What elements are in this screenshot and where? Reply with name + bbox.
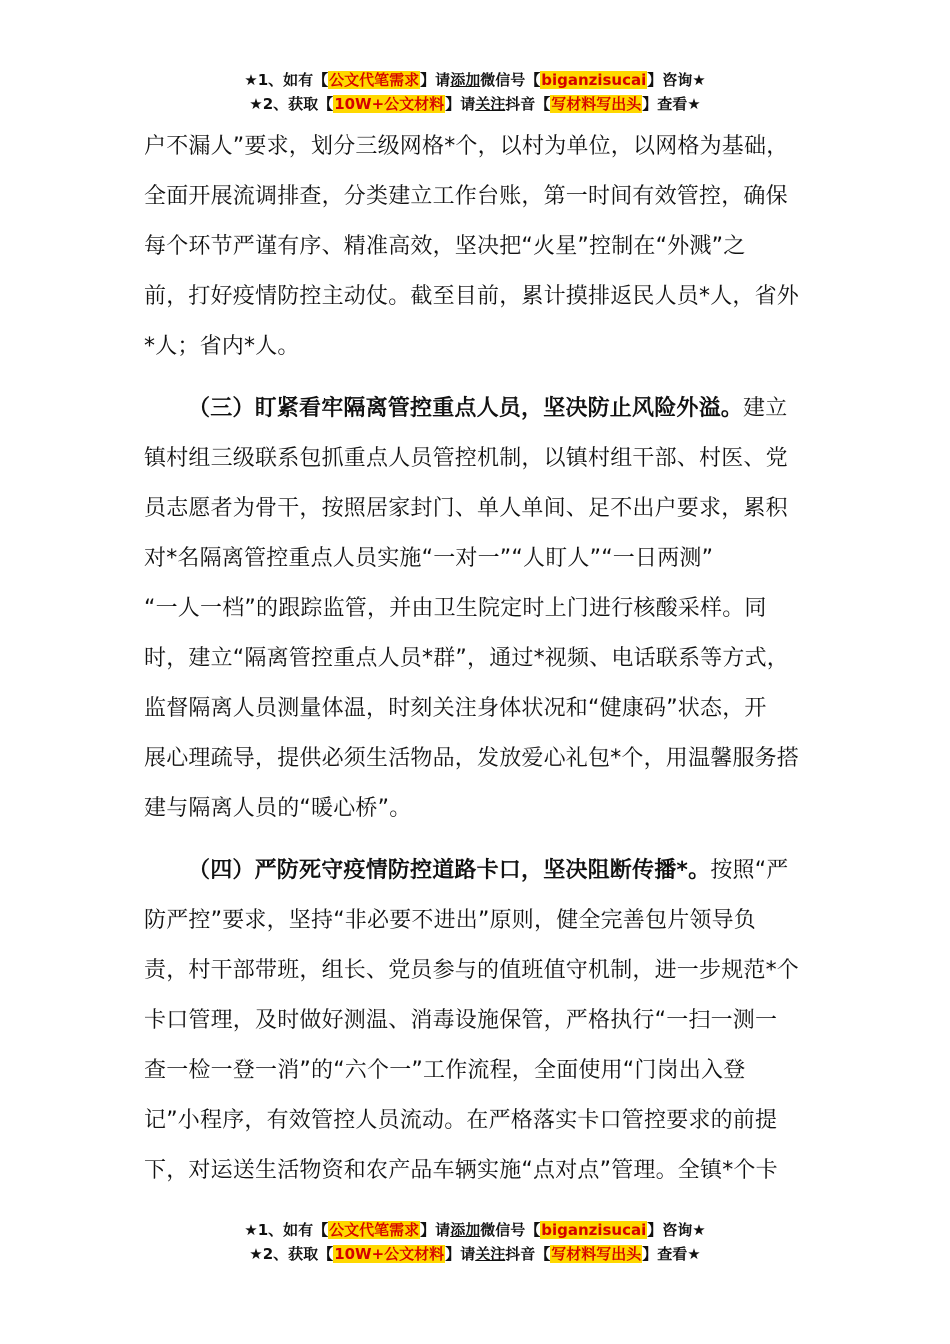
text-line: 记”小程序，有效管控人员流动。在严格落实卡口管控要求的前提 bbox=[144, 1108, 778, 1133]
banner-text: ★2、获取【 bbox=[249, 1245, 334, 1263]
banner-text: 抖音【 bbox=[505, 95, 551, 113]
section-heading: （四）严防死守疫情防控道路卡口，坚决阻断传播*。 bbox=[188, 858, 711, 883]
banner-line-1 bbox=[0, 1218, 950, 1242]
text-line: 下，对运送生活物资和农产品车辆实施“点对点”管理。全镇*个卡 bbox=[144, 1158, 778, 1183]
paragraph-2 bbox=[144, 384, 824, 834]
banner-text: 微信号【 bbox=[480, 71, 541, 89]
banner-text: 微信号【 bbox=[480, 1221, 541, 1239]
text-line: 查一检一登一消”的“六个一”工作流程，全面使用“门岗出入登 bbox=[144, 1058, 746, 1083]
document-body bbox=[144, 122, 824, 1196]
text-line: 每个环节严谨有序、精准高效，坚决把“火星”控制在“外溅”之 bbox=[144, 234, 746, 259]
section-heading: （三）盯紧看牢隔离管控重点人员，坚决防止风险外溢。 bbox=[188, 396, 744, 421]
banner-line-2 bbox=[0, 1242, 950, 1266]
banner-text: 】请 bbox=[420, 1221, 451, 1239]
text-line bbox=[144, 846, 824, 896]
banner-highlight: 公文代笔需求 bbox=[329, 71, 420, 89]
banner-highlight: 10W+公文材料 bbox=[334, 95, 445, 113]
paragraph-3 bbox=[144, 846, 824, 1196]
text-fragment: 建立 bbox=[743, 396, 788, 421]
text-line: 前，打好疫情防控主动仗。截至目前，累计摸排返民人员*人，省外 bbox=[144, 284, 800, 309]
banner-text: ★1、如有【 bbox=[244, 71, 329, 89]
banner-highlight: 公文代笔需求 bbox=[329, 1221, 420, 1239]
banner-text: 】查看★ bbox=[642, 1245, 701, 1263]
banner-line-1 bbox=[0, 68, 950, 92]
banner-highlight: biganzisucai bbox=[541, 71, 647, 89]
banner-text: 】请 bbox=[445, 1245, 476, 1263]
text-fragment: 按照“严 bbox=[710, 858, 789, 883]
text-line: “一人一档”的跟踪监管，并由卫生院定时上门进行核酸采样。同 bbox=[144, 596, 767, 621]
banner-underline: 添加 bbox=[450, 71, 481, 89]
paragraph-1 bbox=[144, 122, 824, 372]
text-line: 全面开展流调排查，分类建立工作台账，第一时间有效管控，确保 bbox=[144, 184, 788, 209]
banner-text: 】咨询★ bbox=[647, 71, 706, 89]
text-line bbox=[144, 384, 824, 434]
text-line: 防严控”要求，坚持“非必要不进出”原则，健全完善包片领导负 bbox=[144, 908, 756, 933]
banner-highlight: biganzisucai bbox=[541, 1221, 647, 1239]
header-banner bbox=[0, 68, 950, 116]
text-line: 员志愿者为骨干，按照居家封门、单人单间、足不出户要求，累积 bbox=[144, 496, 788, 521]
banner-text: 】查看★ bbox=[642, 95, 701, 113]
text-line: 对*名隔离管控重点人员实施“一对一”“人盯人”“一日两测” bbox=[144, 546, 714, 571]
text-line: 卡口管理，及时做好测温、消毒设施保管，严格执行“一扫一测一 bbox=[144, 1008, 778, 1033]
banner-highlight: 写材料写出头 bbox=[551, 95, 642, 113]
text-line: 户不漏人”要求，划分三级网格*个，以村为单位，以网格为基础， bbox=[144, 134, 789, 159]
banner-underline: 关注 bbox=[475, 1245, 506, 1263]
text-line: 时，建立“隔离管控重点人员*群”，通过*视频、电话联系等方式， bbox=[144, 646, 789, 671]
banner-line-2 bbox=[0, 92, 950, 116]
banner-underline: 添加 bbox=[450, 1221, 481, 1239]
text-line: 镇村组三级联系包抓重点人员管控机制，以镇村组干部、村医、党 bbox=[144, 446, 788, 471]
banner-text: 】咨询★ bbox=[647, 1221, 706, 1239]
banner-text: 抖音【 bbox=[505, 1245, 551, 1263]
text-line: 监督隔离人员测量体温，时刻关注身体状况和“健康码”状态，开 bbox=[144, 696, 767, 721]
banner-highlight: 10W+公文材料 bbox=[334, 1245, 445, 1263]
banner-underline: 关注 bbox=[475, 95, 506, 113]
banner-text: 】请 bbox=[445, 95, 476, 113]
banner-text: 】请 bbox=[420, 71, 451, 89]
banner-text: ★1、如有【 bbox=[244, 1221, 329, 1239]
footer-banner bbox=[0, 1218, 950, 1266]
text-line: 责，村干部带班，组长、党员参与的值班值守机制，进一步规范*个 bbox=[144, 958, 800, 983]
banner-highlight: 写材料写出头 bbox=[551, 1245, 642, 1263]
banner-text: ★2、获取【 bbox=[249, 95, 334, 113]
text-line: 展心理疏导，提供必须生活物品，发放爱心礼包*个，用温馨服务搭 bbox=[144, 746, 800, 771]
text-line: 建与隔离人员的“暖心桥”。 bbox=[144, 796, 412, 821]
text-line: *人；省内*人。 bbox=[144, 334, 300, 359]
